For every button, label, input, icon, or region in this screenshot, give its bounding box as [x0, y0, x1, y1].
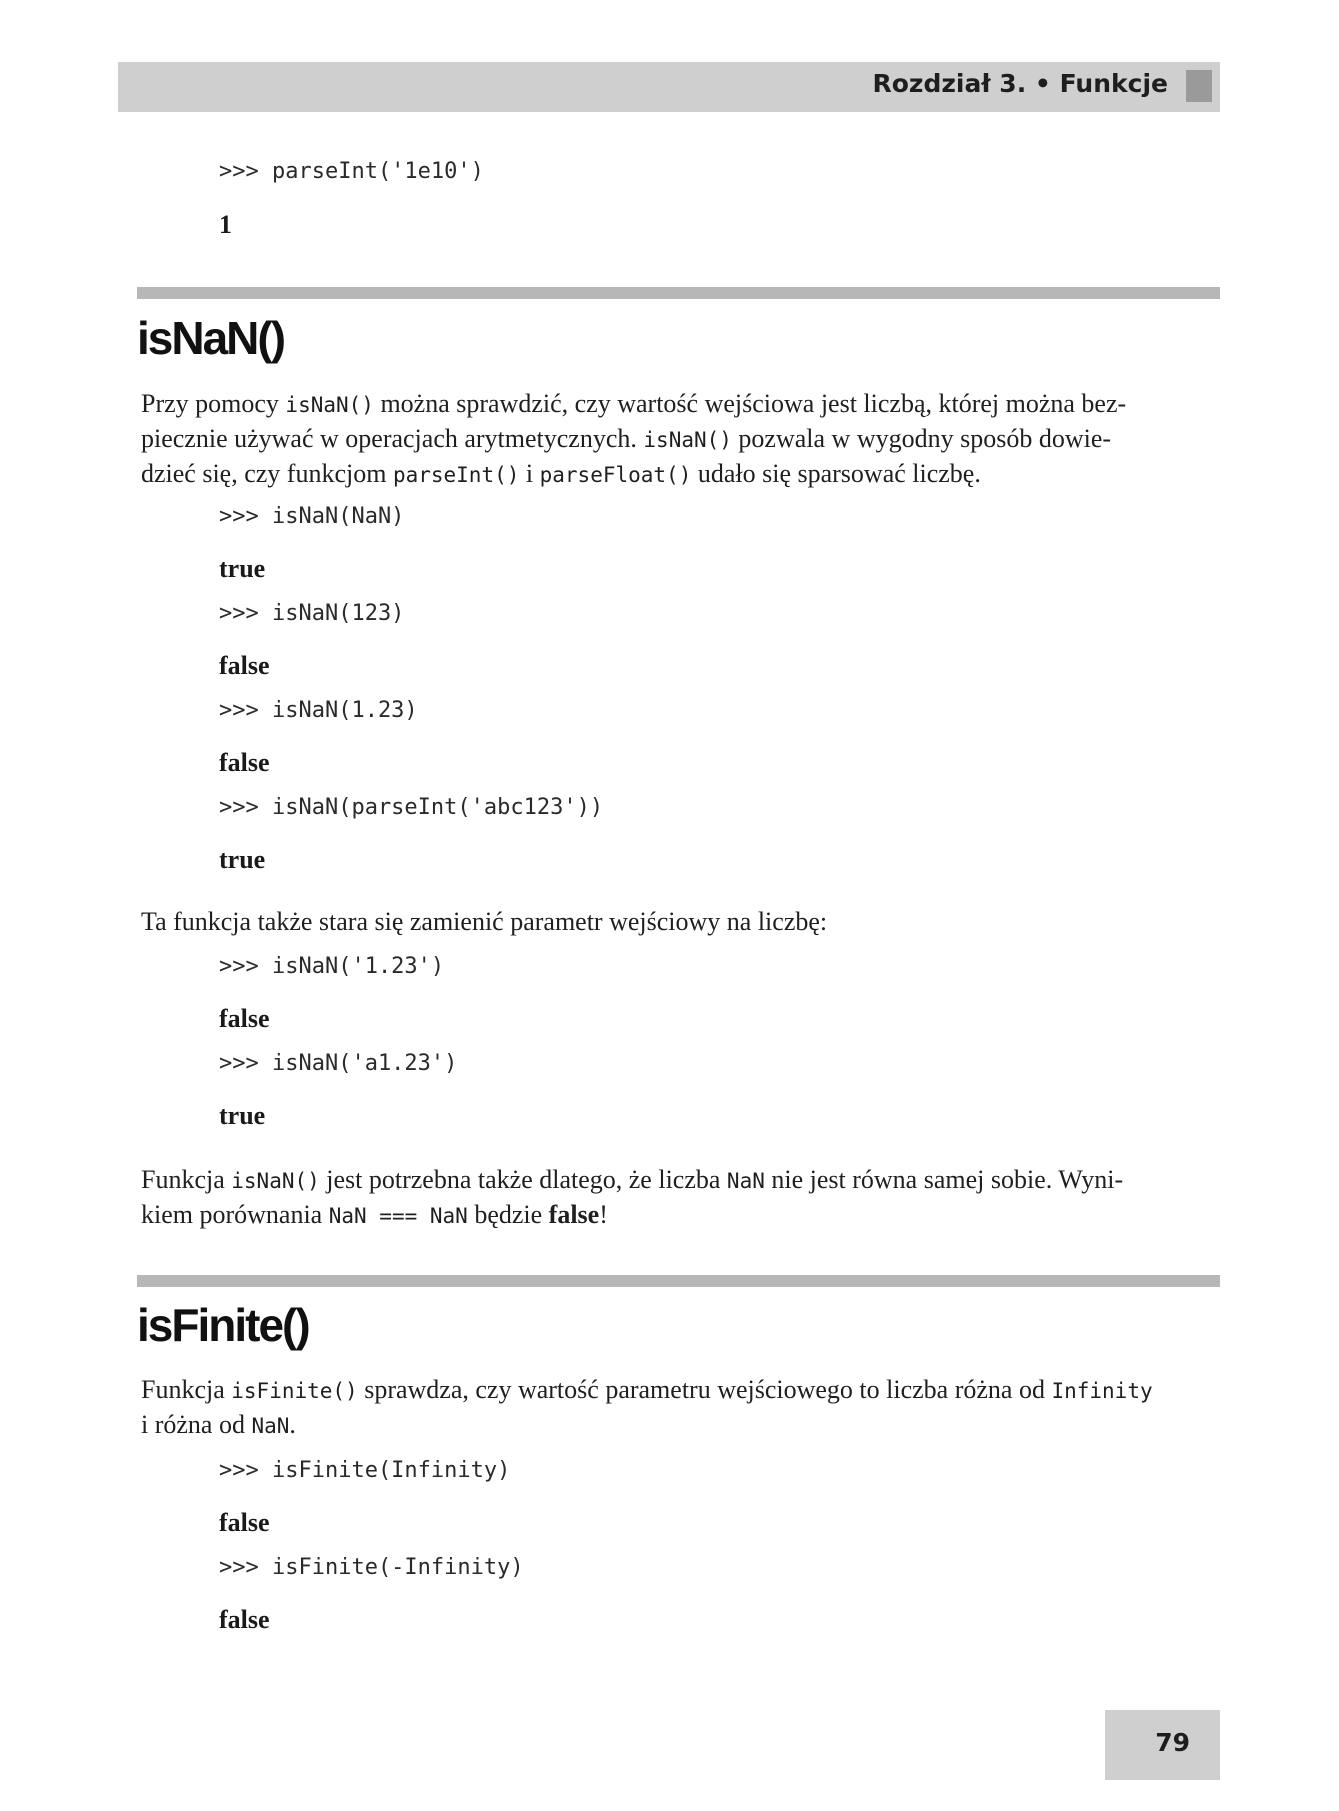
chapter-title: Rozdział 3. • Funkcje — [872, 69, 1168, 98]
text: udało się sparsować liczbę. — [691, 459, 981, 488]
isfinite-description — [141, 1373, 1220, 1443]
code-result: false — [219, 1004, 270, 1033]
text: piecznie używać w operacjach arytmetycznych. — [141, 424, 644, 453]
inline-code: NaN — [251, 1414, 290, 1438]
section-rule — [137, 1275, 1220, 1287]
code-line: >>> parseInt('1e10') — [219, 159, 484, 184]
code-line: >>> isNaN(NaN) — [219, 504, 405, 529]
text: . — [289, 1410, 296, 1439]
text: można sprawdzić, czy wartość wejściowa jest liczbą, której można bez- — [373, 389, 1127, 418]
text: jest potrzebna także dlatego, że liczba — [319, 1165, 727, 1194]
inline-code: Infinity — [1051, 1379, 1153, 1403]
inline-code: NaN — [726, 1169, 765, 1193]
page-number: 79 — [1155, 1728, 1190, 1757]
text: i różna od — [141, 1410, 252, 1439]
isnan-nan-note — [141, 1163, 1220, 1233]
section-title-isnan: isNaN() — [137, 312, 285, 364]
code-line: >>> isNaN(123) — [219, 601, 405, 626]
inline-code: isFinite() — [231, 1379, 358, 1403]
code-line: >>> isFinite(-Infinity) — [219, 1555, 524, 1580]
text: ! — [599, 1200, 608, 1229]
isnan-conversion-note: Ta funkcja także stara się zamienić parametr wejściowy na liczbę: — [141, 907, 828, 936]
inline-code: NaN === NaN — [328, 1204, 468, 1228]
code-line: >>> isNaN('a1.23') — [219, 1051, 458, 1076]
text: Przy pomocy — [141, 389, 286, 418]
section-rule — [137, 287, 1220, 299]
text: kiem porównania — [141, 1200, 329, 1229]
code-result: true — [219, 554, 266, 583]
section-title-isfinite: isFinite() — [137, 1299, 309, 1351]
code-result: 1 — [219, 210, 232, 239]
inline-code: isNaN() — [231, 1169, 320, 1193]
text: nie jest równa samej sobie. Wyni- — [764, 1165, 1124, 1194]
text: sprawdza, czy wartość parametru wejściowego to liczba różna od — [357, 1375, 1052, 1404]
text: Funkcja — [141, 1375, 232, 1404]
text: będzie — [467, 1200, 549, 1229]
inline-code: parseInt() — [392, 463, 520, 487]
text: i — [519, 459, 540, 488]
isnan-description — [141, 387, 1220, 492]
chapter-tab-marker — [1186, 70, 1212, 102]
code-result: true — [219, 845, 266, 874]
code-line: >>> isFinite(Infinity) — [219, 1458, 511, 1483]
code-result: false — [219, 1508, 270, 1537]
text: Funkcja — [141, 1165, 232, 1194]
code-result: false — [219, 651, 270, 680]
running-header — [118, 62, 1220, 112]
inline-code: isNaN() — [643, 428, 732, 452]
text: dzieć się, czy funkcjom — [141, 459, 393, 488]
code-line: >>> isNaN(1.23) — [219, 698, 418, 723]
text: pozwala w wygodny sposób dowie- — [731, 424, 1112, 453]
page-number-box — [1105, 1710, 1220, 1780]
inline-code: parseFloat() — [539, 463, 692, 487]
code-line: >>> isNaN(parseInt('abc123')) — [219, 795, 604, 820]
code-result: true — [219, 1101, 266, 1130]
code-line: >>> isNaN('1.23') — [219, 954, 445, 979]
bold-text: false — [548, 1200, 600, 1229]
inline-code: isNaN() — [285, 393, 374, 417]
code-result: false — [219, 1605, 270, 1634]
code-result: false — [219, 748, 270, 777]
